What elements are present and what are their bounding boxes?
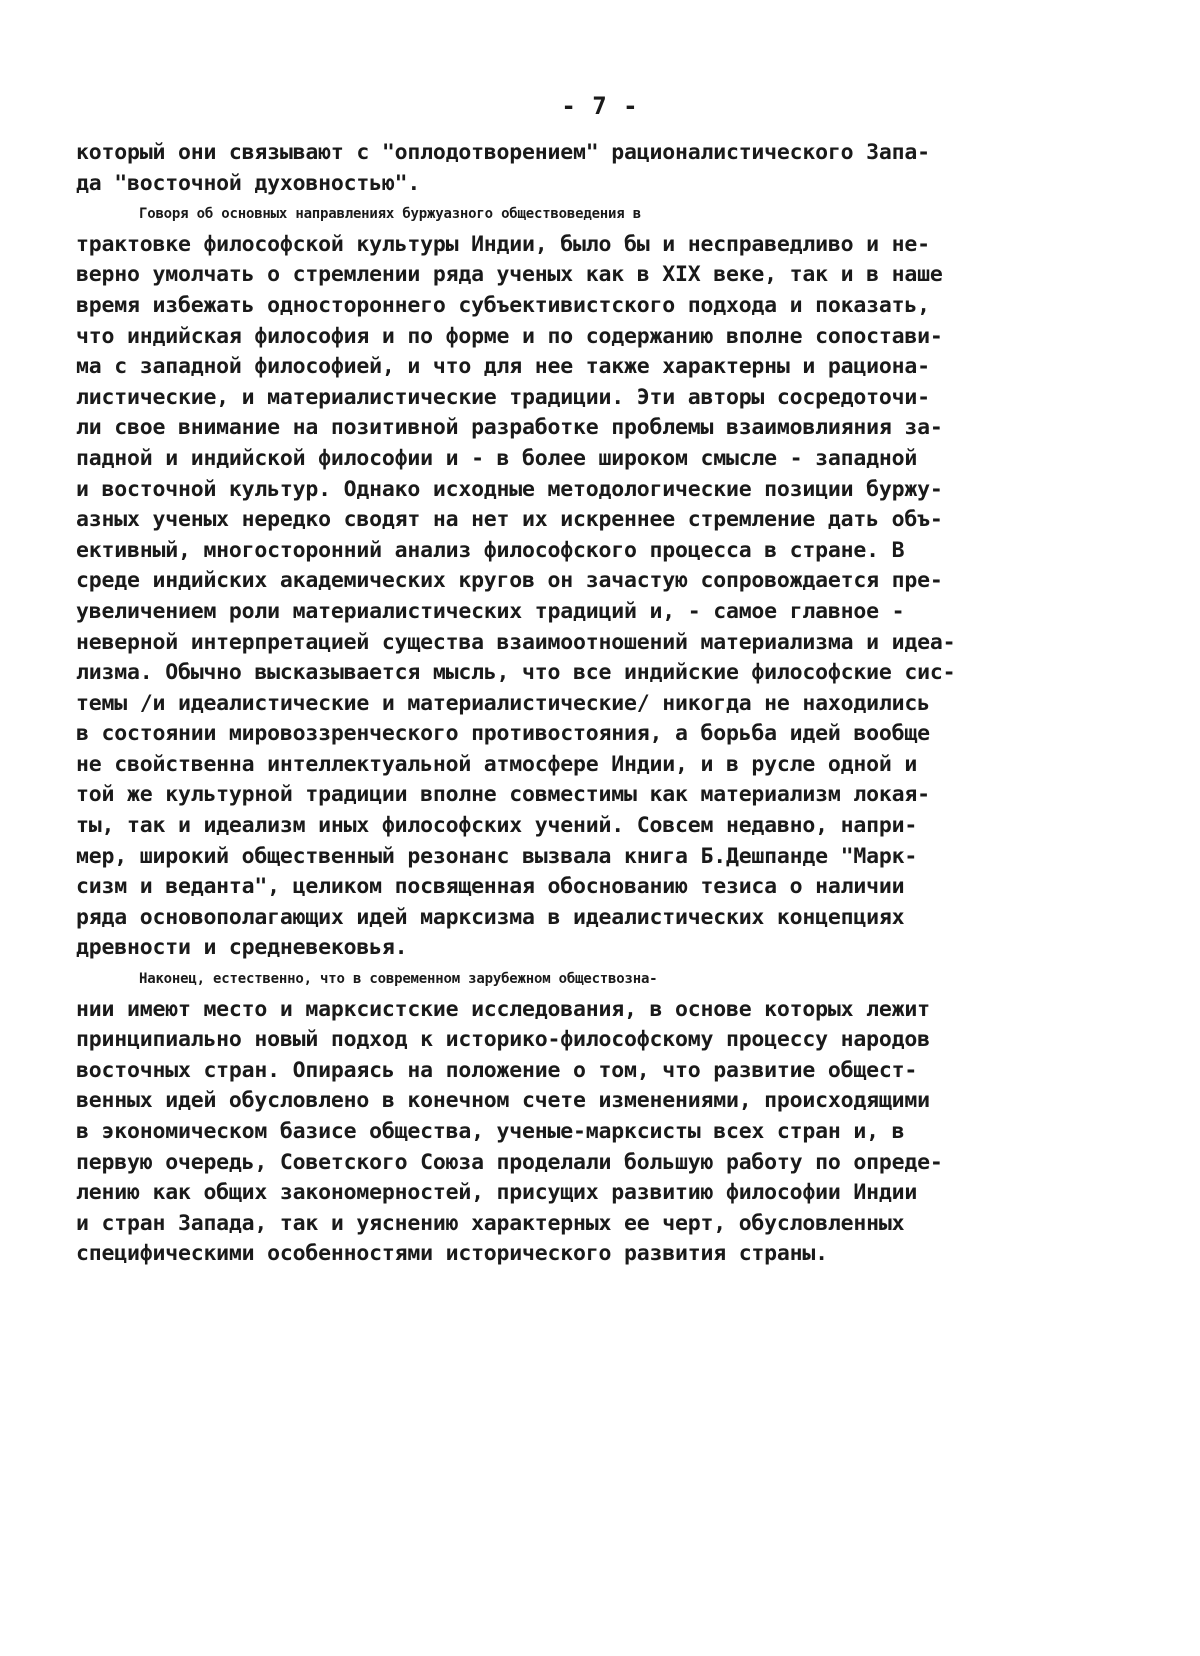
text-line: ма с западной философией, и что для нее также характерны и рациона- bbox=[76, 354, 930, 380]
text-line: который они связывают с "оплодотворением" рационалистического Запа- bbox=[76, 140, 930, 165]
text-line: и стран Запада, так и уяснению характерных ее черт, обусловленных bbox=[76, 1210, 905, 1236]
text-line: лению как общих закономерностей, присущих развитию философии Индии bbox=[76, 1180, 918, 1206]
text-line: азных ученых нередко сводят на нет их искреннее стремление дать объ- bbox=[76, 507, 943, 533]
text-line: ли свое внимание на позитивной разработке проблемы взаимовлияния за- bbox=[76, 415, 943, 441]
text-line: листические, и материалистические традиции. Эти авторы сосредоточи- bbox=[76, 384, 930, 410]
text-line: в экономическом базисе общества, ученые-марксисты всех стран и, в bbox=[76, 1119, 905, 1144]
text-line: сизм и веданта", целиком посвященная обоснованию тезиса о наличии bbox=[76, 874, 905, 900]
text-line: восточных стран. Опираясь на положение о том, что развитие общест- bbox=[76, 1057, 918, 1083]
text-line: да "восточной духовностью". bbox=[76, 170, 421, 196]
text-line: время избежать одностороннего субъективистского подхода и показать, bbox=[76, 292, 930, 318]
text-line: ты, так и идеализм иных философских учений. Совсем недавно, напри- bbox=[76, 813, 918, 839]
page-number: - 7 - bbox=[561, 92, 639, 120]
text-line: трактовке философской культуры Индии, было бы и несправедливо и не- bbox=[76, 231, 930, 257]
text-line: верно умолчать о стремлении ряда ученых как в XIX веке, так и в наше bbox=[76, 262, 943, 288]
text-line: мер, широкий общественный резонанс вызвала книга Б.Дешпанде "Марк- bbox=[76, 843, 918, 869]
text-line: той же культурной традиции вполне совместимы как материализм локая- bbox=[76, 782, 930, 808]
text-line: лизма. Обычно высказывается мысль, что все индийские философские сис- bbox=[76, 660, 956, 686]
text-line: увеличением роли материалистических традиций и, - самое главное - bbox=[76, 598, 905, 624]
text-line: ряда основополагающих идей марксизма в идеалистических концепциях bbox=[76, 904, 905, 930]
text-line: темы /и идеалистические и материалистические/ никогда не находились bbox=[76, 690, 930, 716]
text-line: принципиально новый подход к историко-философскому процессу народов bbox=[76, 1027, 930, 1053]
text-line: падной и индийской философии и - в более широком смысле - западной bbox=[76, 445, 918, 471]
text-line: венных идей обусловлено в конечном счете изменениями, происходящими bbox=[76, 1088, 930, 1114]
text-line: Наконец, естественно, что в современном зарубежном обществозна- bbox=[139, 971, 658, 988]
text-line: ективный, многосторонний анализ философского процесса в стране. В bbox=[76, 537, 905, 563]
body-text bbox=[76, 138, 1136, 1270]
text-line: Говоря об основных направлениях буржуазного обществоведения в bbox=[139, 206, 641, 223]
text-line: что индийская философия и по форме и по содержанию вполне сопостави- bbox=[76, 323, 943, 349]
text-line: не свойственна интеллектуальной атмосфере Индии, и в русле одной и bbox=[76, 751, 918, 777]
text-line: в состоянии мировоззренческого противостояния, а борьба идей вообще bbox=[76, 721, 930, 747]
text-line: первую очередь, Советского Союза проделали большую работу по опреде- bbox=[76, 1149, 943, 1175]
text-line: и восточной культур. Однако исходные методологические позиции буржу- bbox=[76, 476, 943, 502]
text-line: неверной интерпретацией существа взаимоотношений материализма и идеа- bbox=[76, 629, 956, 655]
text-line: нии имеют место и марксистские исследования, в основе которых лежит bbox=[76, 996, 930, 1022]
text-line: специфическими особенностями исторического развития страны. bbox=[76, 1241, 828, 1267]
text-line: среде индийских академических кругов он зачастую сопровождается пре- bbox=[76, 568, 943, 594]
text-line: древности и средневековья. bbox=[76, 935, 408, 961]
